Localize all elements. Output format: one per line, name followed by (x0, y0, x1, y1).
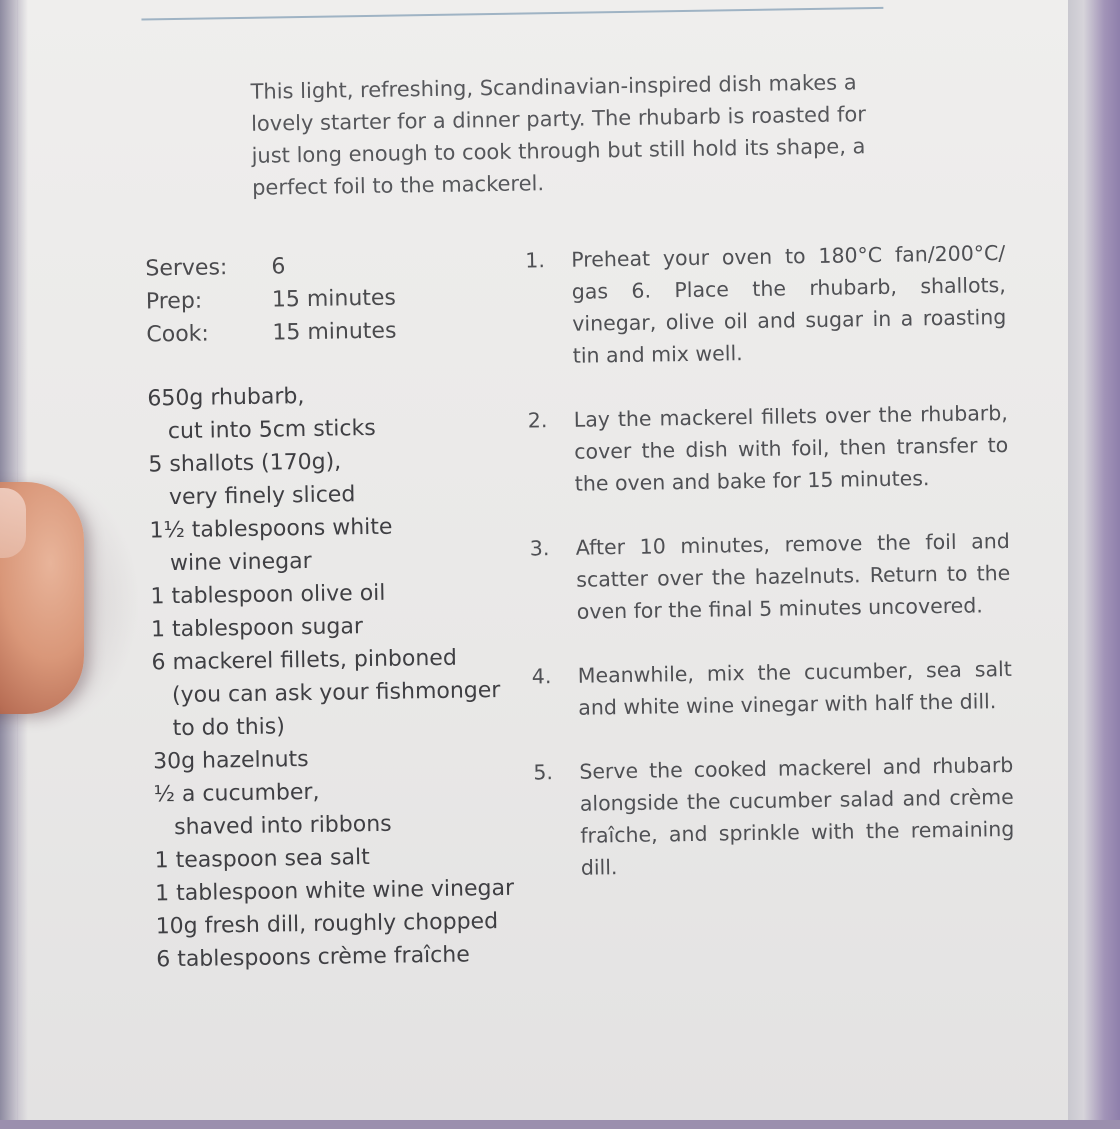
meta-value: 6 (271, 254, 286, 280)
thumb (0, 482, 84, 714)
intro-paragraph: This light, refreshing, Scandinavian-inspired dish makes a lovely starter for a dinner party. The rhubarb is roasted for just long enough to cook through but still hold its shape, a perfect foil to the mackerel. (250, 70, 867, 200)
step-number: 1. (525, 248, 546, 273)
ingredient-main: 1 tablespoon sugar (150, 614, 364, 643)
meta-cook (146, 315, 397, 352)
ingredient-main: 10g fresh dill, roughly chopped (155, 909, 499, 940)
meta-value: 15 minutes (272, 318, 397, 346)
ingredient-prep: (you can ask your fishmonger (171, 677, 501, 709)
ingredient-item (147, 376, 538, 448)
ingredient-main: 1 tablespoon white wine vinegar (154, 875, 515, 907)
ingredient-main: 1 tablespoon olive oil (150, 580, 386, 610)
step-number: 3. (529, 536, 550, 561)
ingredient-prep: wine vinegar (169, 548, 312, 577)
method-step (528, 397, 1009, 501)
step-text: Serve the cooked mackerel and rhubarb alongside the cucumber salad and crème fraîche, and sprinkle with the remaining dill. (579, 752, 1015, 880)
method-step (525, 237, 1007, 373)
ingredient-item (155, 904, 545, 943)
ingredient-main: 6 tablespoons crème fraîche (156, 942, 470, 973)
step-text: After 10 minutes, remove the foil and scatter over the hazelnuts. Return to the oven for the final 5 minutes uncovered. (575, 528, 1011, 624)
ingredient-prep: very finely sliced (168, 482, 356, 511)
method-steps (525, 237, 1015, 916)
step-number: 5. (533, 760, 554, 785)
ingredient-main: 30g hazelnuts (152, 746, 309, 775)
ingredient-main: 6 mackerel fillets, pinboned (151, 645, 458, 676)
ingredient-list (147, 376, 546, 976)
ingredient-main: 650g rhubarb, (147, 383, 305, 412)
method-step (533, 749, 1015, 885)
top-rule (141, 7, 883, 21)
ingredient-item (151, 640, 543, 745)
ingredient-prep: to do this) (172, 714, 286, 742)
step-number: 2. (527, 408, 548, 433)
ingredient-main: ½ a cucumber, (153, 779, 320, 808)
ingredient-main: 1½ tablespoons white (149, 514, 393, 544)
meta-label: Serves: (145, 255, 228, 282)
step-text: Lay the mackerel fillets over the rhubarb, cover the dish with foil, then transfer to the oven and bake for 15 minutes. (573, 400, 1009, 496)
ingredient-main: 5 shallots (170g), (148, 449, 342, 478)
ingredient-item (153, 772, 544, 844)
recipe-meta (145, 249, 397, 352)
meta-label: Cook: (146, 321, 210, 348)
method-step (530, 525, 1011, 629)
meta-serves (145, 249, 396, 286)
ingredient-prep: cut into 5cm sticks (167, 415, 376, 445)
ingredient-item (148, 442, 539, 514)
method-step (532, 653, 1013, 725)
thumbnail-nail (0, 488, 26, 558)
ingredient-item (149, 508, 540, 580)
step-number: 4. (531, 664, 552, 689)
ingredient-main: 1 teaspoon sea salt (154, 845, 370, 874)
ingredient-item (156, 937, 546, 976)
step-text: Preheat your oven to 180°C fan/200°C/ gas 6. Place the rhubarb, shallots, vinegar, olive oil and sugar in a roasting tin and mix well. (571, 240, 1007, 368)
step-text: Meanwhile, mix the cucumber, sea salt and white wine vinegar with half the dill. (577, 656, 1012, 720)
ingredient-prep: shaved into ribbons (173, 811, 392, 841)
meta-prep (146, 282, 397, 319)
meta-label: Prep: (145, 288, 203, 315)
meta-value: 15 minutes (271, 285, 397, 313)
